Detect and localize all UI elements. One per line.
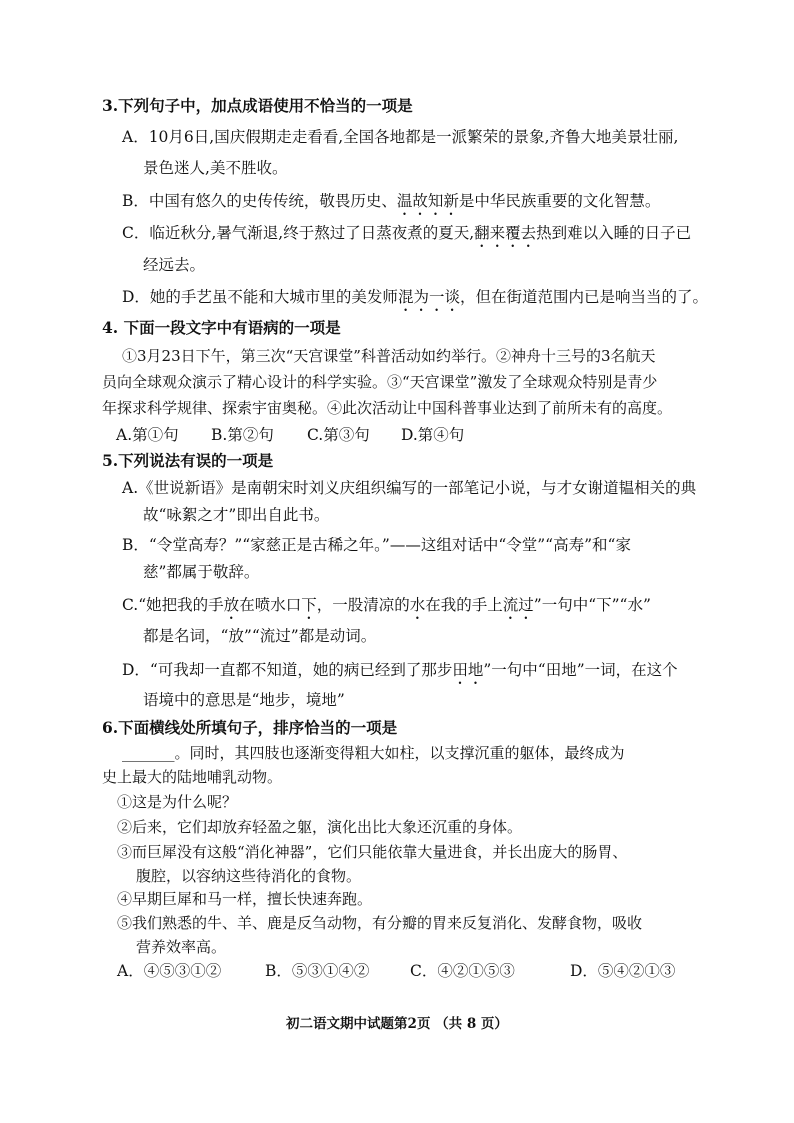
q6-sentence-1: ①这是为什么呢？ bbox=[117, 793, 238, 811]
q6-option: B．⑤③①④② bbox=[265, 962, 370, 980]
q5-option-a-line1: A.《世说新语》是南朝宋时刘义庆组织编写的一部笔记小说，与才女谢道韫相关的典 bbox=[122, 479, 697, 497]
q5-option-d-line2: 语境中的意思是“地步，境地” bbox=[143, 691, 345, 709]
q4-stem: 4. 下面一段文字中有语病的一项是 bbox=[102, 318, 341, 337]
q3-stem: 3.下列句子中，加点成语使用不恰当的一项是 bbox=[102, 96, 413, 115]
q6-sentence-3-line1: ③而巨犀没有这般“消化神器”，它们只能依靠大量进食，并长出庞大的肠胃、 bbox=[117, 843, 628, 861]
q5-option-d-line1: D．“可我却一直都不知道，她的病已经到了那步田地”一句中“田地”一词，在这个 bbox=[122, 661, 678, 679]
q4-passage-line2: 员向全球观众演示了精心设计的科学实验。③“天宫课堂”激发了全球观众特别是青少 bbox=[102, 373, 658, 391]
q3-option-c-line2: 经远去。 bbox=[143, 256, 206, 274]
q5-option-c-line1: C.“她把我的手放在喷水口下，一股清凉的水在我的手上流过”一句中“下”“水” bbox=[122, 596, 651, 614]
q5-stem: 5.下列说法有误的一项是 bbox=[102, 451, 274, 470]
q3-option-c-line1: C．临近秋分,暑气渐退,终于熬过了日蒸夜煮的夏天,翻来覆去热到难以入睡的日子已 bbox=[122, 224, 692, 242]
emphasized-idiom: 混为一谈 bbox=[397, 288, 460, 306]
q6-sentence-4: ④早期巨犀和马一样，擅长快速奔跑。 bbox=[117, 890, 373, 908]
q3-option-b: B．中国有悠久的史传传统，敬畏历史、温故知新是中华民族重要的文化智慧。 bbox=[122, 192, 661, 210]
q6-option: A．④⑤③①② bbox=[117, 962, 222, 980]
q6-passage-line2: 史上最大的陆地哺乳动物。 bbox=[102, 768, 283, 786]
q6-sentence-5-line1: ⑤我们熟悉的牛、羊、鹿是反刍动物，有分瓣的胃来反复消化、发酵食物，吸收 bbox=[117, 914, 643, 932]
q5-option-a-line2: 故“咏絮之才”即出自此书。 bbox=[143, 506, 330, 524]
q6-sentence-2: ②后来，它们却放弃轻盈之躯，演化出比大象还沉重的身体。 bbox=[117, 818, 523, 836]
q6-passage-line1: _______。同时，其四肢也逐渐变得粗大如柱，以支撑沉重的躯体，最终成为 bbox=[122, 744, 625, 762]
q3-option-a-line1: A．10月6日,国庆假期走走看看,全国各地都是一派繁荣的景象,齐鲁大地美景壮丽, bbox=[122, 128, 679, 146]
q6-stem: 6.下面横线处所填句子，排序恰当的一项是 bbox=[102, 718, 398, 737]
q5-option-c-line2: 都是名词，“放”“流过”都是动词。 bbox=[143, 627, 377, 645]
q4-option: B.第②句 bbox=[211, 426, 274, 444]
q5-option-b-line2: 慈”都属于敬辞。 bbox=[143, 563, 260, 581]
q5-option-b-line1: B．“令堂高寿？”“家慈正是古稀之年。”——这组对话中“令堂”“高寿”和“家 bbox=[122, 536, 631, 554]
q6-option: D．⑤④②①③ bbox=[570, 962, 676, 980]
q4-option: D.第④句 bbox=[401, 426, 465, 444]
emphasized-idiom: 翻来覆去 bbox=[474, 224, 537, 242]
q6-option: C．④②①⑤③ bbox=[410, 962, 515, 980]
q4-option: C.第③句 bbox=[307, 426, 370, 444]
q4-passage-line1: ①3月23日下午，第三次“天宫课堂”科普活动如约举行。②神舟十三号的3名航天 bbox=[122, 347, 656, 365]
q3-option-d: D．她的手艺虽不能和大城市里的美发师混为一谈，但在街道范围内已是响当当的了。 bbox=[122, 288, 708, 306]
emphasized-idiom: 温故知新 bbox=[396, 192, 459, 210]
q6-options bbox=[117, 961, 675, 981]
q4-passage-line3: 年探求科学规律、探索宇宙奥秘。④此次活动让中国科普事业达到了前所未有的高度。 bbox=[102, 399, 673, 417]
page-footer: 初二语文期中试题第2页 （共 8 页） bbox=[286, 1016, 508, 1032]
q3-option-a-line2: 景色迷人,美不胜收。 bbox=[143, 159, 288, 177]
q6-sentence-5-line2: 营养效率高。 bbox=[136, 938, 227, 956]
q4-option: A.第①句 bbox=[116, 426, 179, 444]
q6-sentence-3-line2: 腹腔，以容纳这些待消化的食物。 bbox=[136, 867, 362, 885]
q4-options bbox=[116, 425, 464, 445]
